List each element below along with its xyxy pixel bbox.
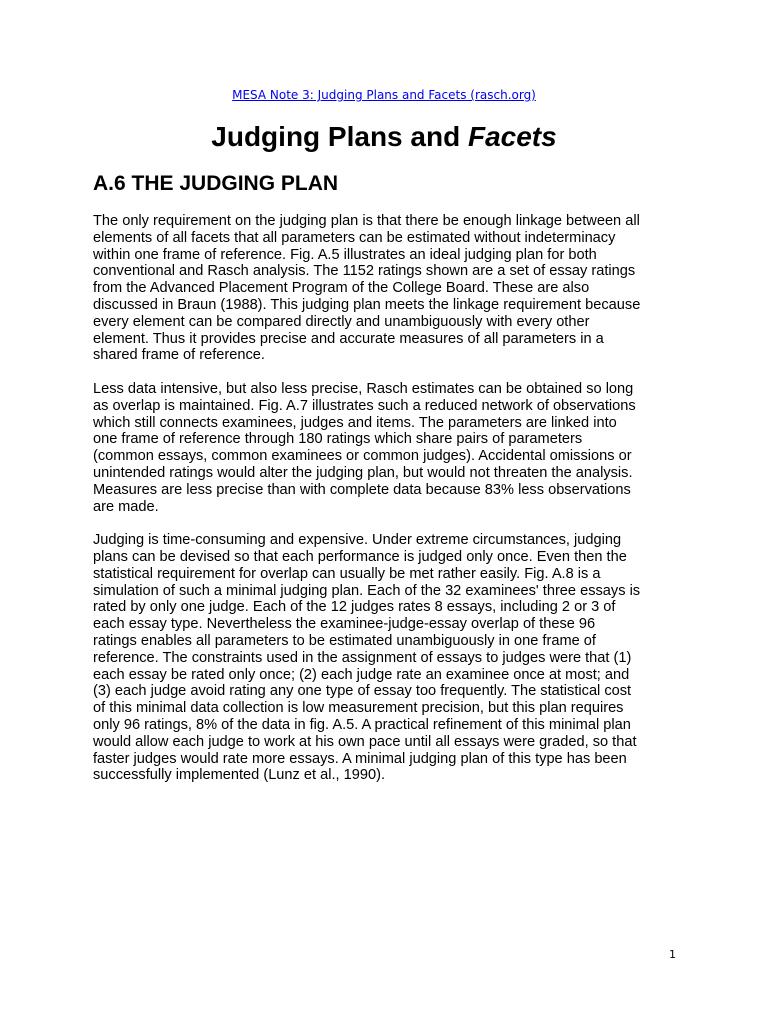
page-title-main: Judging Plans and	[211, 121, 468, 152]
paragraph-minimal-plan: Judging is time-consuming and expensive. Under extreme circumstances, judging plans can be devised so that each performance is judged only once. Even then the statistical requirement for overlap can usually be met rather easily. Fig. A.8 is a simulation of such a minimal judging plan. Each of the 32 examinees' three essays is rated by only one judge. Each of the 12 judges rates 8 essays, including 2 or 3 of each essay type. Nevertheless the examinee-judge-essay overlap of these 96 ratings enables all parameters to be estimated unambiguously in one frame of reference. The constraints used in the assignment of essays to judges were that (1) each essay be rated only once; (2) each judge rate an examinee once at most; and (3) each judge avoid rating any one type of essay too frequently. The statistical cost of this minimal data collection is low measurement precision, but this plan requires only 96 ratings, 8% of the data in fig. A.5. A practical refinement of this minimal plan would allow each judge to work at his own pace until all essays were graded, so that faster judges would rate more essays. A minimal judging plan of this type has been successfully implemented (Lunz et al., 1990).	[93, 532, 641, 784]
section-heading: A.6 THE JUDGING PLAN	[93, 172, 339, 195]
page-title	[0, 118, 768, 156]
page-number: 1	[669, 948, 676, 961]
body-text	[93, 213, 683, 801]
page-title-italic: Facets	[467, 121, 557, 152]
source-link[interactable]: MESA Note 3: Judging Plans and Facets (rasch.org)	[232, 88, 536, 102]
paragraph-reduced-network: Less data intensive, but also less precise, Rasch estimates can be obtained so long as overlap is maintained. Fig. A.7 illustrates such a reduced network of observations which still connects examinees, judges and items. The parameters are linked into one frame of reference through 180 ratings which share pairs of parameters (common essays, common examinees or common judges). Accidental omissions or unintended ratings would alter the judging plan, but would not threaten the analysis. Measures are less precise than with complete data because 83% less observations are made.	[93, 380, 636, 515]
paragraph-linkage-requirement: The only requirement on the judging plan is that there be enough linkage between all elements of all facets that all parameters can be estimated without indeterminacy within one frame of reference. Fig. A.5 illustrates an ideal judging plan for both conventional and Rasch analysis. The 1152 ratings shown are a set of essay ratings from the Advanced Placement Program of the College Board. These are also discussed in Braun (1988). This judging plan meets the linkage requirement because every element can be compared directly and unambiguously with every other element. Thus it provides precise and accurate measures of all parameters in a shared frame of reference.	[93, 213, 641, 364]
